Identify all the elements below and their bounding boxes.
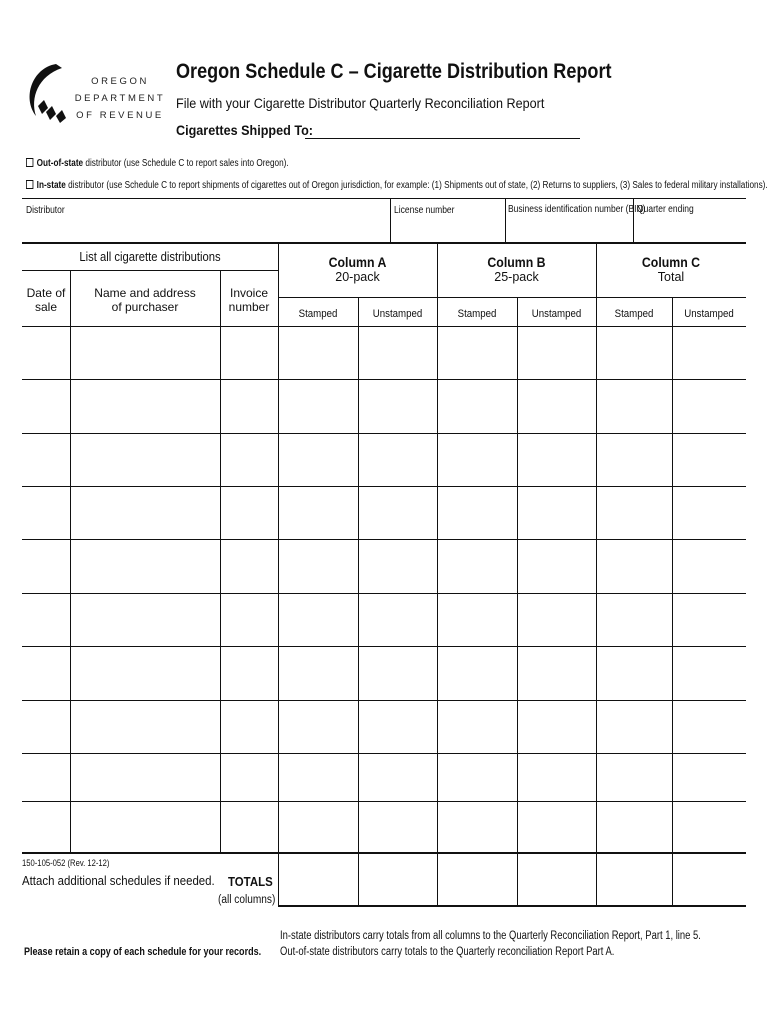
shipped-to-field[interactable] (305, 138, 580, 139)
column-c-title: Column C (641, 254, 701, 270)
table-cell[interactable] (517, 539, 596, 593)
table-cell[interactable] (220, 486, 278, 539)
table-cell[interactable] (672, 486, 746, 539)
column-a-stamped: Stamped (298, 308, 338, 320)
table-cell[interactable] (596, 593, 672, 646)
totals-cell[interactable] (672, 853, 746, 905)
table-cell[interactable] (278, 486, 358, 539)
invoice-number-header (220, 286, 278, 314)
table-cell[interactable] (437, 486, 517, 539)
page-title: Oregon Schedule C – Cigarette Distribution Report (176, 60, 612, 83)
table-cell[interactable] (517, 593, 596, 646)
table-cell[interactable] (596, 433, 672, 486)
table-cell[interactable] (220, 801, 278, 852)
table-cell[interactable] (278, 646, 358, 700)
totals-cell[interactable] (358, 853, 437, 905)
column-b-stamped: Stamped (457, 308, 497, 320)
logo-line-department: DEPARTMENT (74, 93, 166, 104)
table-cell[interactable] (517, 753, 596, 801)
table-cell[interactable] (437, 646, 517, 700)
totals-cell[interactable] (517, 853, 596, 905)
table-cell[interactable] (220, 539, 278, 593)
out-of-state-carry-note: Out-of-state distributors carry totals to the Quarterly reconciliation Report Part A. (280, 946, 615, 958)
table-cell[interactable] (437, 326, 517, 379)
table-cell[interactable] (22, 646, 70, 700)
column-c-sub: Total (657, 270, 685, 284)
in-state-option[interactable] (26, 180, 768, 191)
table-cell[interactable] (70, 593, 220, 646)
table-cell[interactable] (278, 379, 358, 433)
table-cell[interactable] (22, 593, 70, 646)
department-logo (22, 58, 172, 128)
table-cell[interactable] (278, 593, 358, 646)
table-cell[interactable] (437, 539, 517, 593)
distributor-field[interactable]: Distributor (26, 205, 65, 216)
column-b-header (437, 254, 596, 284)
table-cell[interactable] (437, 753, 517, 801)
table-cell[interactable] (220, 433, 278, 486)
column-a-header (278, 254, 437, 284)
table-cell[interactable] (220, 326, 278, 379)
table-cell[interactable] (358, 593, 437, 646)
shipped-to-label: Cigarettes Shipped To: (176, 122, 313, 138)
totals-cell[interactable] (437, 853, 517, 905)
totals-bottom-rule (278, 905, 746, 907)
out-of-state-checkbox[interactable] (26, 158, 33, 167)
out-of-state-label: Out-of-state (36, 158, 84, 169)
table-cell[interactable] (358, 379, 437, 433)
table-cell[interactable] (70, 433, 220, 486)
table-cell[interactable] (70, 379, 220, 433)
table-column-rule (437, 244, 438, 326)
table-cell[interactable] (517, 700, 596, 753)
date-of-sale-header (22, 286, 70, 314)
column-b-sub: 25-pack (494, 270, 539, 284)
table-cell[interactable] (278, 539, 358, 593)
table-cell[interactable] (278, 700, 358, 753)
table-column-rule (70, 270, 71, 326)
all-columns-label: (all columns) (218, 894, 276, 906)
table-cell[interactable] (220, 593, 278, 646)
table-cell[interactable] (672, 539, 746, 593)
table-cell[interactable] (517, 326, 596, 379)
column-c-stamped: Stamped (614, 308, 654, 320)
in-state-checkbox[interactable] (26, 180, 33, 189)
table-cell[interactable] (596, 326, 672, 379)
column-a-unstamped: Unstamped (372, 308, 423, 320)
table-cell[interactable] (596, 486, 672, 539)
column-b-title: Column B (487, 254, 546, 270)
table-column-rule (220, 270, 221, 326)
table-cell[interactable] (596, 539, 672, 593)
table-cell[interactable] (70, 700, 220, 753)
table-cell[interactable] (358, 326, 437, 379)
page-subtitle: File with your Cigarette Distributor Quarterly Reconciliation Report (176, 95, 545, 111)
table-cell[interactable] (358, 700, 437, 753)
table-column-rule (596, 244, 597, 326)
purchaser-header (70, 286, 220, 314)
out-of-state-text: distributor (use Schedule C to report sales into Oregon). (83, 158, 289, 169)
logo-line-oregon: OREGON (91, 76, 149, 87)
in-state-label: In-state (36, 180, 66, 191)
out-of-state-option[interactable] (26, 158, 289, 169)
table-cell[interactable] (70, 486, 220, 539)
purchaser-header-line1: Name and address (94, 286, 196, 300)
table-cell[interactable] (517, 379, 596, 433)
table-cell[interactable] (220, 379, 278, 433)
table-column-rule (358, 297, 359, 326)
table-cell[interactable] (672, 593, 746, 646)
table-cell[interactable] (278, 801, 358, 852)
column-c-header (596, 254, 746, 284)
divider (505, 198, 506, 242)
table-cell[interactable] (517, 486, 596, 539)
table-cell[interactable] (278, 433, 358, 486)
in-state-text: distributor (use Schedule C to report shipments of cigarettes out of Oregon jurisdiction, for example: (1) Shipments out of state, (2) Returns to suppliers, (3) Sales to federal military installations). (65, 180, 768, 191)
attach-note: Attach additional schedules if needed. (22, 873, 215, 888)
totals-label: TOTALS (228, 874, 273, 889)
table-cell[interactable] (22, 753, 70, 801)
table-cell[interactable] (517, 433, 596, 486)
table-column-rule (278, 244, 279, 326)
table-cell[interactable] (220, 700, 278, 753)
table-cell[interactable] (596, 753, 672, 801)
table-cell[interactable] (70, 539, 220, 593)
table-cell[interactable] (672, 433, 746, 486)
table-cell[interactable] (358, 646, 437, 700)
retain-copy-note: Please retain a copy of each schedule for your records. (24, 946, 262, 958)
totals-cell[interactable] (596, 853, 672, 905)
table-cell[interactable] (220, 753, 278, 801)
license-number-field[interactable]: License number (394, 205, 455, 216)
table-cell[interactable] (672, 379, 746, 433)
form-number: 150-105-052 (Rev. 12-12) (22, 858, 110, 868)
table-cell[interactable] (517, 646, 596, 700)
table-cell[interactable] (358, 433, 437, 486)
date-header-line1: Date of (26, 286, 66, 300)
info-row-top-rule (22, 198, 746, 199)
column-a-sub: 20-pack (335, 270, 380, 284)
table-cell[interactable] (596, 646, 672, 700)
table-cell[interactable] (358, 539, 437, 593)
table-cell[interactable] (672, 801, 746, 852)
divider (390, 198, 391, 242)
table-cell[interactable] (672, 700, 746, 753)
table-cell[interactable] (596, 700, 672, 753)
table-cell[interactable] (220, 646, 278, 700)
list-distributions-header: List all cigarette distributions (79, 250, 221, 264)
table-cell[interactable] (437, 801, 517, 852)
column-c-unstamped: Unstamped (684, 308, 734, 320)
in-state-carry-note: In-state distributors carry totals from all columns to the Quarterly Reconciliation Report, Part 1, line 5. (280, 930, 701, 942)
info-row-bottom-rule (22, 242, 746, 244)
table-cell[interactable] (672, 753, 746, 801)
date-header-line2: sale (34, 300, 57, 314)
quarter-ending-field[interactable]: Quarter ending (637, 204, 694, 215)
table-bottom-rule (22, 852, 746, 854)
totals-cell[interactable] (278, 853, 358, 905)
table-cell[interactable] (22, 433, 70, 486)
table-column-rule (672, 297, 673, 326)
invoice-header-line1: Invoice (229, 286, 269, 300)
table-cell[interactable] (22, 539, 70, 593)
table-cell[interactable] (70, 801, 220, 852)
purchaser-header-line2: of purchaser (111, 300, 179, 314)
invoice-header-line2: number (228, 300, 270, 314)
column-subheader-rule (278, 297, 746, 298)
table-cell[interactable] (22, 326, 70, 379)
table-cell[interactable] (70, 646, 220, 700)
table-cell[interactable] (278, 753, 358, 801)
table-cell[interactable] (358, 486, 437, 539)
list-header-rule (22, 270, 278, 271)
table-cell[interactable] (672, 646, 746, 700)
column-b-unstamped: Unstamped (531, 308, 582, 320)
table-cell[interactable] (437, 379, 517, 433)
bin-field[interactable]: Business identification number (BIN) (508, 204, 646, 215)
logo-line-revenue: OF REVENUE (76, 110, 164, 121)
table-cell[interactable] (437, 700, 517, 753)
table-column-rule (517, 297, 518, 326)
table-cell[interactable] (517, 801, 596, 852)
table-cell[interactable] (596, 801, 672, 852)
table-cell[interactable] (596, 379, 672, 433)
table-cell[interactable] (70, 753, 220, 801)
table-cell[interactable] (358, 753, 437, 801)
table-cell[interactable] (22, 486, 70, 539)
table-cell[interactable] (22, 379, 70, 433)
table-cell[interactable] (672, 326, 746, 379)
table-cell[interactable] (437, 593, 517, 646)
table-cell[interactable] (278, 326, 358, 379)
table-cell[interactable] (22, 700, 70, 753)
table-cell[interactable] (22, 801, 70, 852)
table-cell[interactable] (70, 326, 220, 379)
column-a-title: Column A (328, 254, 387, 270)
table-cell[interactable] (358, 801, 437, 852)
table-cell[interactable] (437, 433, 517, 486)
